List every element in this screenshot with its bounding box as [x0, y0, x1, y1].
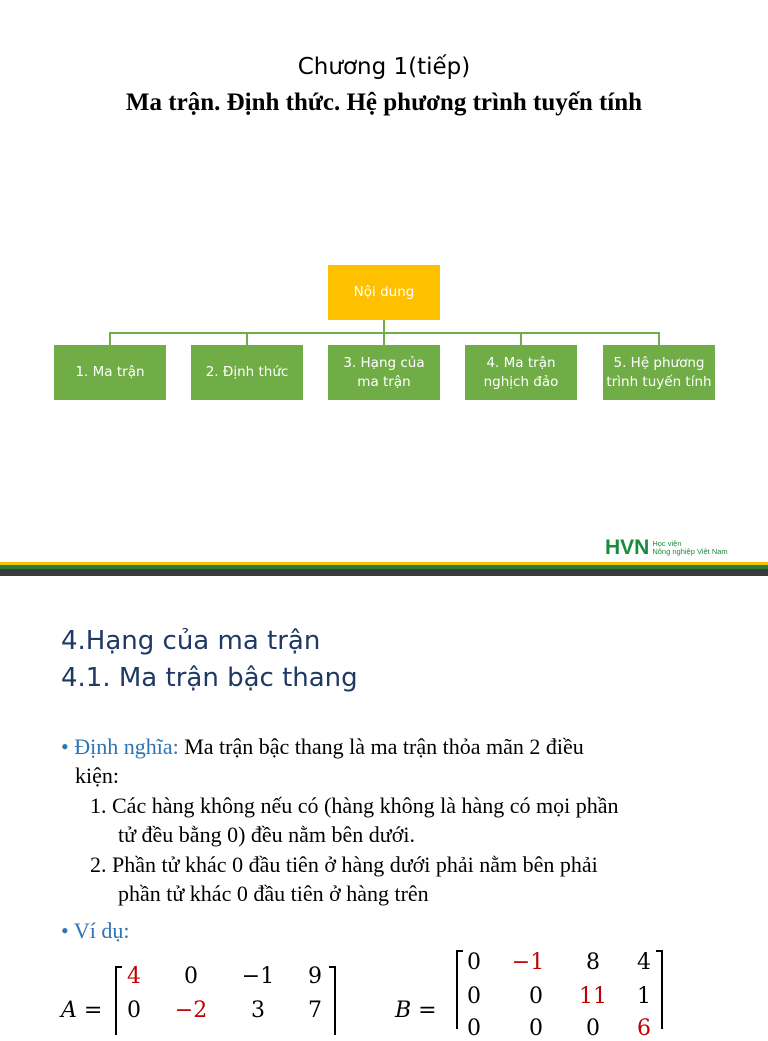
matrix-b-cell: 0: [467, 984, 481, 1009]
matrix-b-cell: 8: [586, 950, 600, 975]
connector-1: [109, 332, 111, 345]
matrix-b-cell: 0: [529, 984, 543, 1009]
logo-text: [652, 540, 727, 556]
matrix-b-cell: −1: [511, 950, 545, 975]
matrix-b-cell: 1: [637, 984, 651, 1009]
hvn-logo: [605, 536, 728, 560]
definition-text: Ma trận bậc thang là ma trận thỏa mãn 2 điều: [184, 734, 584, 759]
connector-4: [520, 332, 522, 345]
definition-line-2: kiện:: [75, 763, 119, 788]
diagram-root-label: Nội dung: [353, 284, 415, 300]
matrix-b-cell: 4: [637, 950, 651, 975]
example-label: Ví dụ:: [73, 918, 130, 943]
matrix-a-cell: 0: [127, 998, 141, 1023]
diagram-item-label: 5. Hệ phương trình tuyến tính: [606, 354, 712, 390]
section-heading: 4.Hạng của ma trận: [61, 626, 321, 656]
matrix-a-cell: −2: [174, 998, 208, 1023]
matrix-b-cell: 0: [467, 1016, 481, 1041]
diagram-item-label: 3. Hạng của ma trận: [343, 354, 425, 390]
condition-1-line-1: 1. Các hàng không nếu có (hàng không là hàng có mọi phần: [90, 793, 619, 818]
connector-2: [246, 332, 248, 345]
matrix-b-cell: 0: [529, 1016, 543, 1041]
matrix-a-cell: 4: [127, 964, 141, 989]
condition-2-line-2: phần tử khác 0 đầu tiên ở hàng trên: [118, 881, 429, 906]
definition-label: Định nghĩa:: [74, 734, 179, 759]
matrix-b-cell: 0: [467, 950, 481, 975]
slide-2: [0, 576, 768, 1041]
footer-stripe-dark: [0, 569, 768, 576]
chapter-title: Chương 1(tiếp): [297, 54, 471, 80]
diagram-item-nghich-dao: [465, 345, 577, 400]
example-line: • Ví dụ:: [61, 918, 130, 943]
subsection-heading: 4.1. Ma trận bậc thang: [61, 663, 358, 693]
logo-mark: HVN: [605, 536, 650, 559]
diagram-item-hang: [328, 345, 440, 400]
matrix-a-cell: −1: [241, 964, 275, 989]
matrix-a-cell: 0: [184, 964, 198, 989]
matrix-a-label: A =: [61, 998, 103, 1023]
slide-title: Ma trận. Định thức. Hệ phương trình tuyến tính: [125, 89, 643, 116]
diagram-item-dinh-thuc: [191, 345, 303, 400]
matrix-b-label: B =: [395, 998, 437, 1023]
matrix-b-cell: 6: [637, 1016, 651, 1041]
condition-1-line-2: tử đều bằng 0) đều nằm bên dưới.: [118, 822, 415, 847]
matrix-a-cell: 3: [251, 998, 265, 1023]
diagram-item-label: 2. Định thức: [205, 364, 289, 380]
connector-5: [658, 332, 660, 345]
matrix-a-cell: 7: [308, 998, 322, 1023]
diagram-item-he-phuong-trinh: [603, 345, 715, 400]
condition-2-line-1: 2. Phần tử khác 0 đầu tiên ở hàng dưới phải nằm bên phải: [90, 852, 598, 877]
matrix-b-cell: 11: [579, 984, 607, 1009]
diagram-item-label: 1. Ma trận: [75, 364, 145, 380]
diagram-root-box: [328, 265, 440, 320]
connector-3: [383, 332, 385, 345]
definition-line-1: • Định nghĩa: Ma trận bậc thang là ma trận thỏa mãn 2 điều: [61, 734, 584, 759]
matrix-a-cell: 9: [308, 964, 322, 989]
matrix-b-cell: 0: [586, 1016, 600, 1041]
logo-line-1: Học viện: [652, 539, 682, 548]
diagram-item-ma-tran: [54, 345, 166, 400]
diagram-item-label: 4. Ma trận nghịch đảo: [483, 354, 559, 390]
logo-line-2: Nông nghiệp Việt Nam: [652, 547, 728, 556]
